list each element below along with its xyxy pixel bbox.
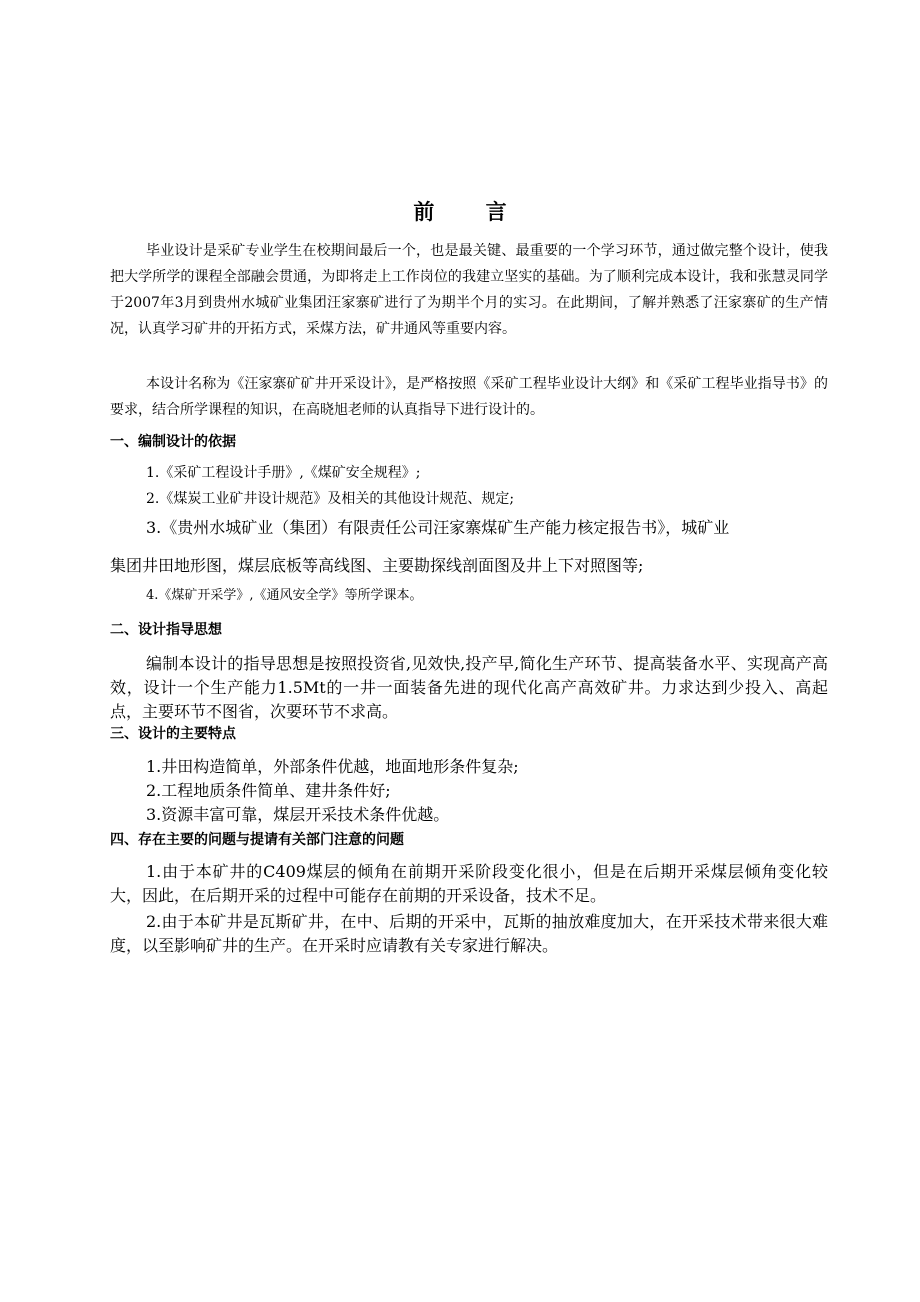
basis-item-3-continuation: 集团井田地形图，煤层底板等高线图、主要勘探线剖面图及井上下对照图等; [110,556,644,575]
basis-item-4: 4.《煤矿开采学》,《通风安全学》等所学课本。 [146,588,423,603]
section-4-heading: 四、存在主要的问题与提请有关部门注意的问题 [110,832,404,848]
basis-item-1: 1.《采矿工程设计手册》,《煤矿安全规程》; [146,465,421,481]
basis-item-2: 2.《煤炭工业矿井设计规范》及相关的其他设计规范、规定; [146,491,515,507]
page-title: 前 言 [413,200,529,224]
issue-item-2: 2.由于本矿井是瓦斯矿井，在中、后期的开采中，瓦斯的抽放难度加大，在开采技术带来很大难度，以至影响矿井的生产。在开采时应请教有关专家进行解决。 [110,912,828,955]
intro-paragraph-1: 毕业设计是采矿专业学生在校期间最后一个，也是最关键、最重要的一个学习环节，通过做完整个设计，使我把大学所学的课程全部融会贯通，为即将走上工作岗位的我建立坚实的基础。为了顺利完成本设计，我和张慧灵同学于2007年3月到贵州水城矿业集团汪家寨矿进行了为期半个月的实习。在此期间，了解并熟悉了汪家寨矿的生产情况，认真学习矿井的开拓方式，采煤方法，矿井通风等重要内容。 [110,243,828,337]
basis-item-3: 3.《贵州水城矿业（集团）有限责任公司汪家寨煤矿生产能力核定报告书》，城矿业 [146,518,730,537]
section-1-heading: 一、编制设计的依据 [110,434,236,450]
section-2-heading: 二、设计指导思想 [110,622,222,638]
guiding-thought-paragraph: 编制本设计的指导思想是按照投资省,见效快,投产早,简化生产环节、提高装备水平、实现高产高效，设计一个生产能力1.5Mt的一井一面装备先进的现代化高产高效矿井。力求达到少投入、高起点，主要环节不图省，次要环节不求高。 [110,654,828,721]
issue-item-1: 1.由于本矿井的C409煤层的倾角在前期开采阶段变化很小，但是在后期开采煤层倾角变化较大，因此，在后期开采的过程中可能存在前期的开采设备，技术不足。 [110,862,828,905]
feature-item-1: 1.井田构造简单，外部条件优越，地面地形条件复杂; [146,757,519,776]
intro-paragraph-2: 本设计名称为《汪家寨矿矿井开采设计》，是严格按照《采矿工程毕业设计大纲》和《采矿工程毕业指导书》的要求，结合所学课程的知识，在高晓旭老师的认真指导下进行设计的。 [110,376,828,418]
section-3-heading: 三、设计的主要特点 [110,726,236,742]
feature-item-3: 3.资源丰富可靠，煤层开采技术条件优越。 [146,805,450,824]
feature-item-2: 2.工程地质条件简单、建井条件好; [146,781,391,800]
